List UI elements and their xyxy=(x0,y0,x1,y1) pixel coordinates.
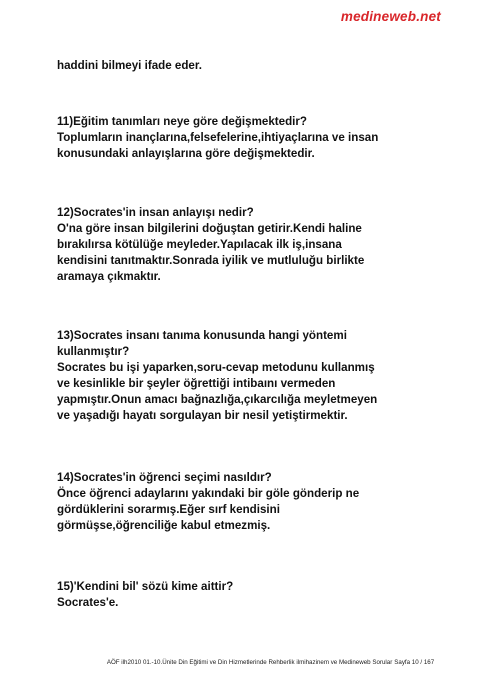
answer-line: Toplumların inançlarına,felsefelerine,ihtiyaçlarına ve insan xyxy=(57,131,379,144)
page-number: Sayfa 10 / 167 xyxy=(394,659,435,666)
question-text: 11)Eğitim tanımları neye göre değişmektedir? xyxy=(57,115,307,128)
intro-block xyxy=(57,58,457,74)
site-watermark: medineweb.net xyxy=(340,9,441,24)
qa-item-15 xyxy=(57,579,457,611)
document-body xyxy=(57,58,457,654)
answer-line: ve kesinlikle bir şeyler öğrettiği intibaını vermeden xyxy=(57,377,336,390)
qa-item-14 xyxy=(57,470,457,534)
answer-line: gördüklerini sorarmış.Eğer sırf kendisini xyxy=(57,503,280,516)
answer-line: Önce öğrenci adaylarını yakındaki bir göle gönderip ne xyxy=(57,487,360,500)
answer-line: ve yaşadığı hayatı sorgulayan bir nesil yetiştirmektir. xyxy=(57,409,348,422)
answer-line: O'na göre insan bilgilerini doğuştan getirir.Kendi haline xyxy=(57,222,362,235)
page-footer xyxy=(0,659,481,666)
qa-item-12 xyxy=(57,205,457,285)
answer-line: aramaya çıkmaktır. xyxy=(57,270,161,283)
question-text: 12)Socrates'in insan anlayışı nedir? xyxy=(57,206,254,219)
answer-line: görmüşse,öğrenciliğe kabul etmezmiş. xyxy=(57,519,271,532)
footer-text: AÖF ilh2010 01.-10.Ünite Din Eğitimi ve Din Hizmetlerinde Rehberlik ilmihazinem ve Medineweb Sorular xyxy=(106,659,393,666)
qa-item-13 xyxy=(57,328,457,424)
answer-line: kendisini tanıtmaktır.Sonrada iyilik ve mutluluğu birlikte xyxy=(57,254,365,267)
answer-line: konusundaki anlayışlarına göre değişmektedir. xyxy=(57,147,315,160)
answer-line: Socrates'e. xyxy=(57,596,119,609)
answer-line: Socrates bu işi yaparken,soru-cevap metodunu kullanmış xyxy=(57,361,375,374)
question-text: 14)Socrates'in öğrenci seçimi nasıldır? xyxy=(57,471,272,484)
question-text: 15)'Kendini bil' sözü kime aittir? xyxy=(57,580,234,593)
qa-item-11 xyxy=(57,114,457,162)
question-text: 13)Socrates insanı tanıma konusunda hangi yöntemi xyxy=(57,329,347,342)
intro-line: haddini bilmeyi ifade eder. xyxy=(57,59,202,72)
answer-line: bırakılırsa kötülüğe meyleder.Yapılacak ilk iş,insana xyxy=(57,238,342,251)
question-text-continued: kullanmıştır? xyxy=(57,345,130,358)
answer-line: yapmıştır.Onun amacı bağnazlığa,çıkarcılığa meyletmeyen xyxy=(57,393,378,406)
